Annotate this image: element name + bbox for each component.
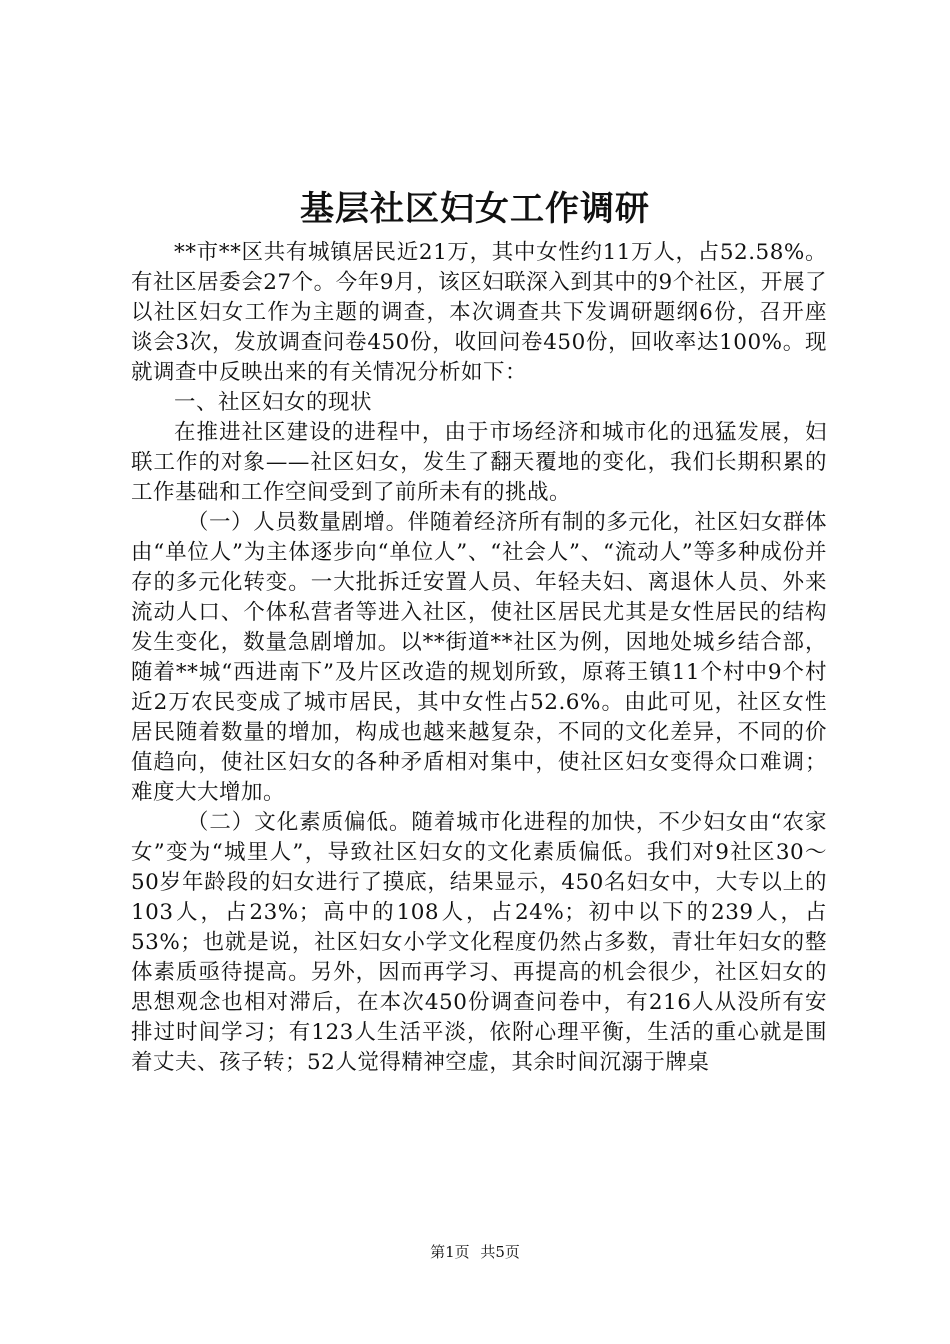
subsection-paragraph-2: （二）文化素质偏低。随着城市化进程的加快，不少妇女由“农家女”变为“城里人”，导致社区妇女的文化素质偏低。我们对9社区30～50岁年龄段的妇女进行了摸底，结果显示，450名妇女中，大专以上的103人，占23%；高中的108人，占24%；初中以下的239人，占53%；也就是说，社区妇女小学文化程度仍然占多数，青壮年妇女的整体素质亟待提高。另外，因而再学习、再提高的机会很少，社区妇女的思想观念也相对滞后，在本次450份调查问卷中，有216人从没所有安排过时间学习；有123人生活平淡，依附心理平衡，生活的重心就是围着丈夫、孩子转；52人觉得精神空虚，其余时间沉溺于牌桌 [131,810,827,1075]
page-footer [0,1242,950,1262]
section-heading: 一、社区妇女的现状 [174,390,373,415]
body-paragraph: 在推进社区建设的进程中，由于市场经济和城市化的迅猛发展，妇联工作的对象——社区妇女，发生了翻天覆地的变化，我们长期积累的工作基础和工作空间受到了前所未有的挑战。 [131,420,827,505]
page-number: 第1页 [430,1243,470,1261]
intro-paragraph: **市**区共有城镇居民近21万，其中女性约11万人，占52.58%。有社区居委会27个。今年9月，该区妇联深入到其中的9个社区，开展了以社区妇女工作为主题的调查，本次调查共下发调研题纲6份，召开座谈会3次，发放调查问卷450份，收回问卷450份，回收率达100%。现就调查中反映出来的有关情况分析如下： [131,240,827,385]
page-total: 共5页 [480,1243,520,1261]
document-body [131,238,827,1078]
subsection-paragraph-1: （一）人员数量剧增。伴随着经济所有制的多元化，社区妇女群体由“单位人”为主体逐步向“单位人”、“社会人”、“流动人”等多种成份并存的多元化转变。一大批拆迁安置人员、年轻夫妇、离退休人员、外来流动人口、个体私营者等进入社区，使社区居民尤其是女性居民的结构发生变化，数量急剧增加。以**街道**社区为例，因地处城乡结合部，随着**城“西进南下”及片区改造的规划所致，原蒋王镇11个村中9个村近2万农民变成了城市居民，其中女性占52.6%。由此可见，社区女性居民随着数量的增加，构成也越来越复杂，不同的文化差异，不同的价值趋向，使社区妇女的各种矛盾相对集中，使社区妇女变得众口难调；难度大大增加。 [131,510,827,805]
document-title: 基层社区妇女工作调研 [300,189,650,229]
